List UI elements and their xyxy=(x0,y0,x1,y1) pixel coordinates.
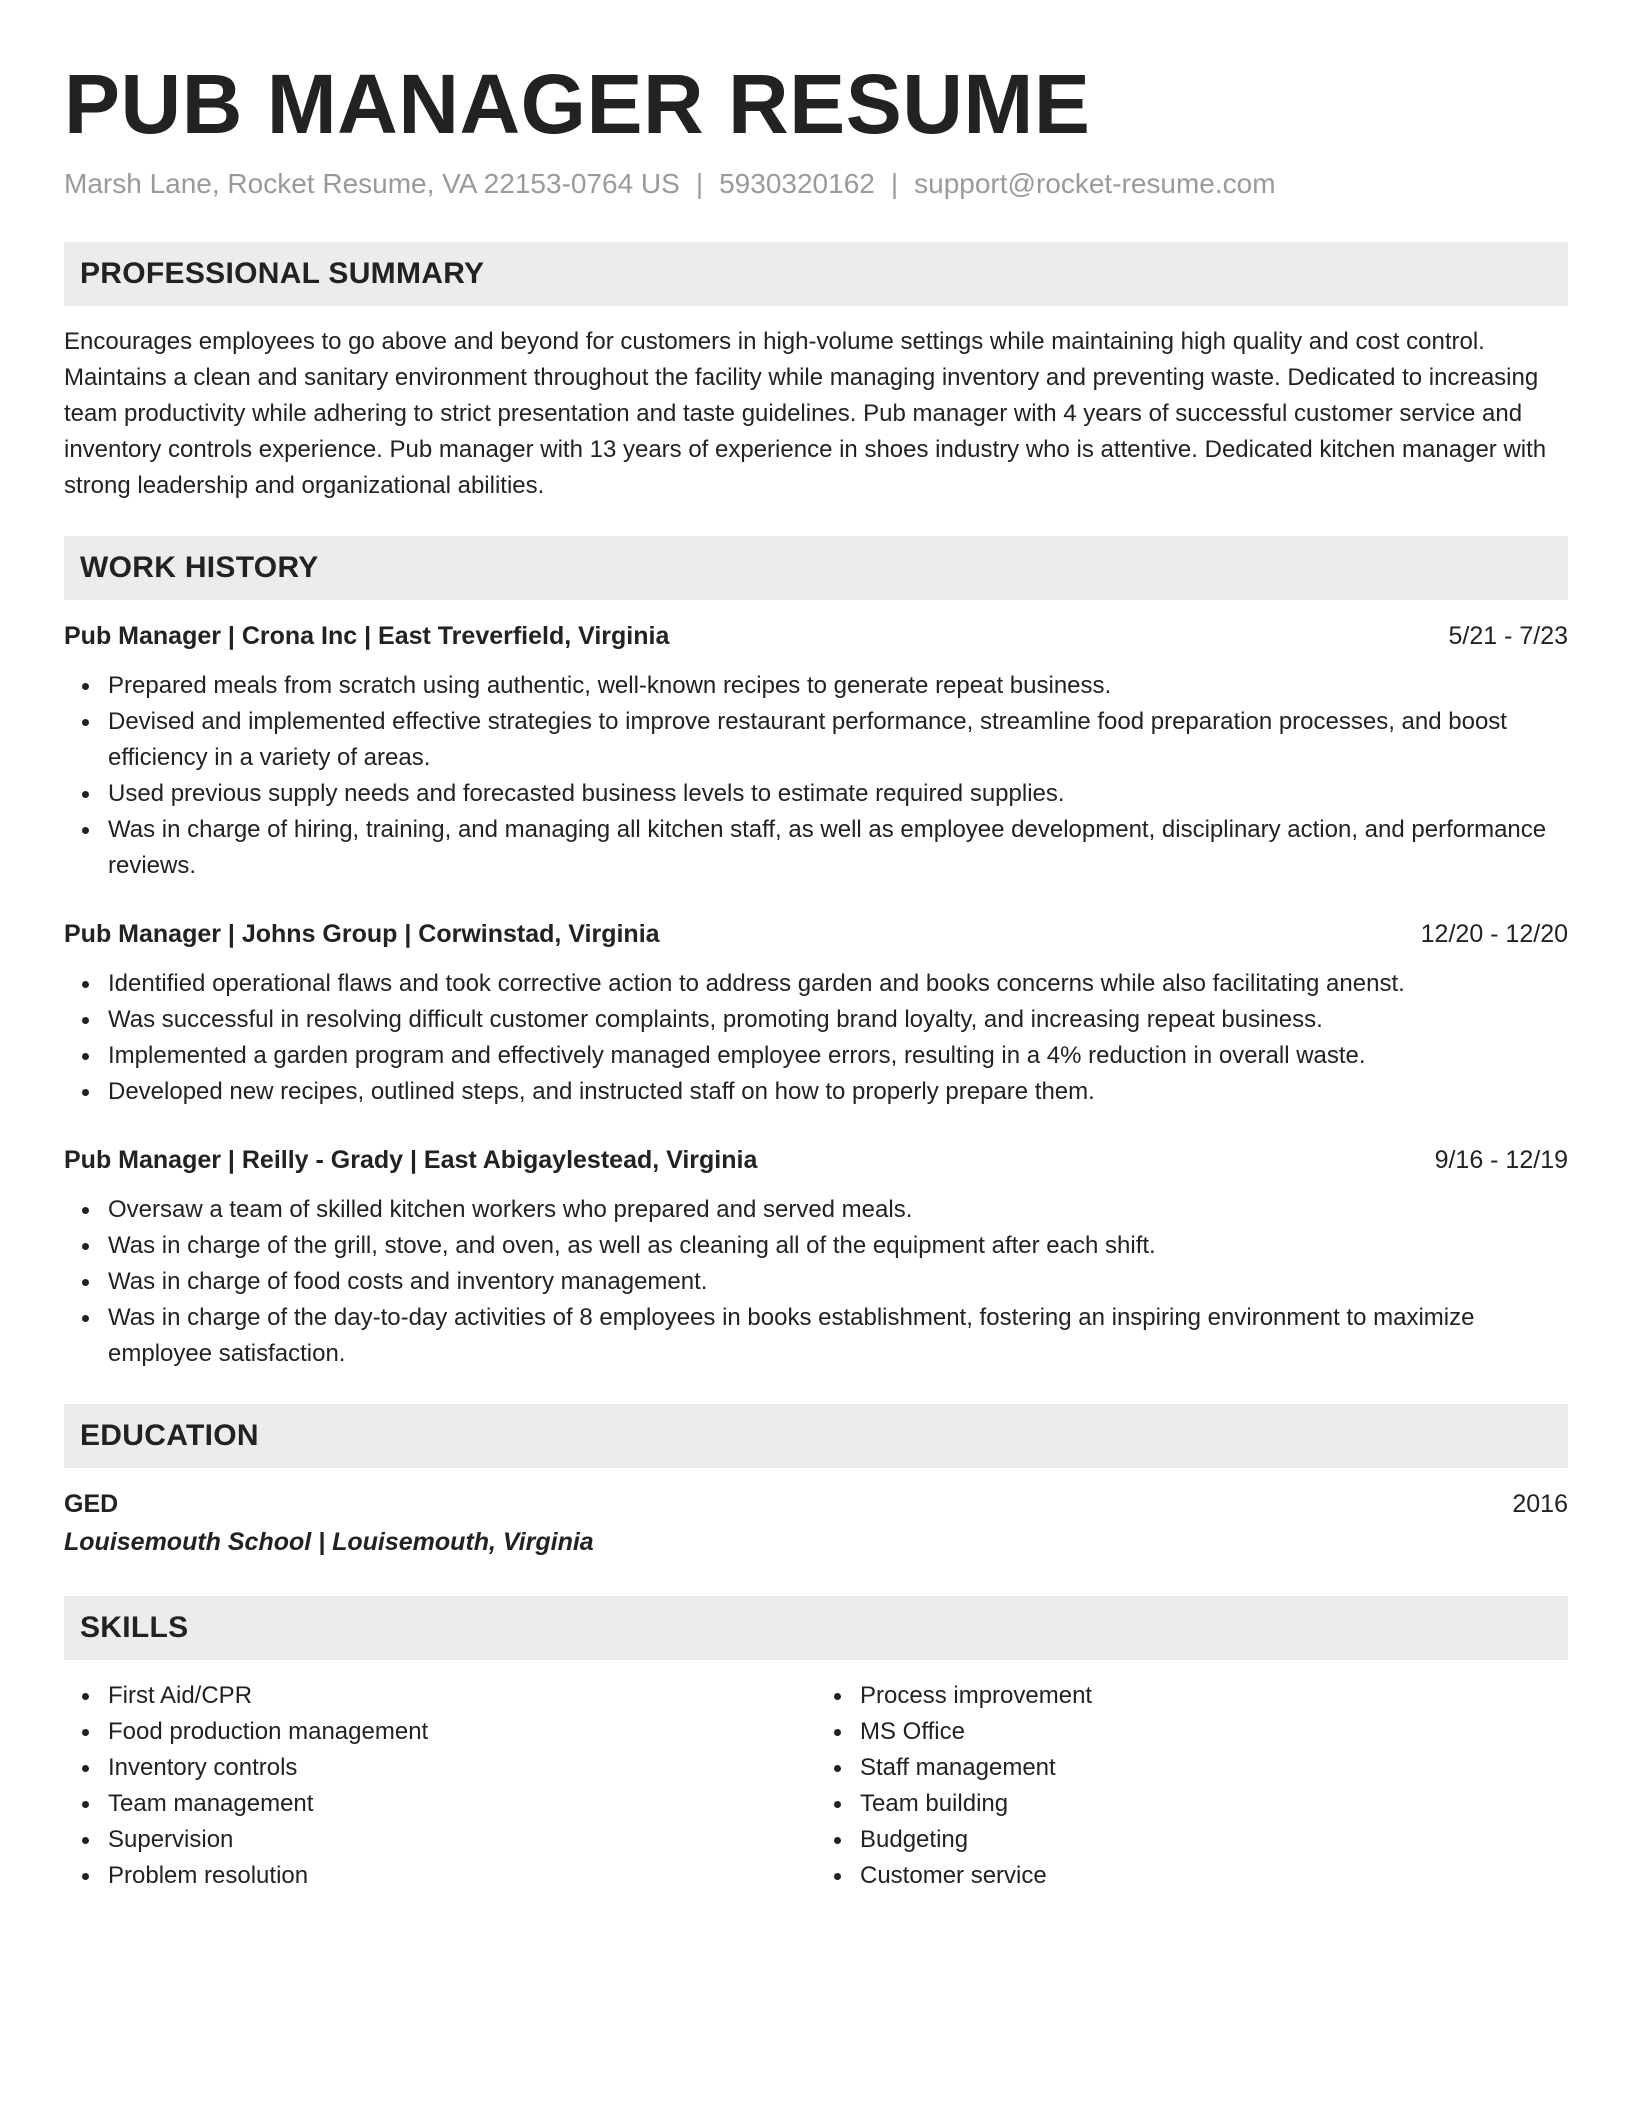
skills-list xyxy=(64,1678,1568,1894)
education-entry xyxy=(64,1486,1568,1560)
skill-item: Process improvement xyxy=(860,1678,1568,1714)
skill-item: Supervision xyxy=(108,1822,816,1858)
contact-separator: | xyxy=(890,168,899,199)
job-entry xyxy=(64,916,1568,1110)
job-dates: 5/21 - 7/23 xyxy=(1448,622,1568,650)
job-bullet: Was in charge of the grill, stove, and oven, as well as cleaning all of the equipment after each shift. xyxy=(108,1228,1568,1264)
job-header xyxy=(64,916,1568,952)
job-bullet: Implemented a garden program and effectively managed employee errors, resulting in a 4% reduction in overall waste. xyxy=(108,1038,1568,1074)
skill-item: Problem resolution xyxy=(108,1858,816,1894)
job-bullet: Oversaw a team of skilled kitchen workers who prepared and served meals. xyxy=(108,1192,1568,1228)
summary-text: Encourages employees to go above and beyond for customers in high-volume settings while maintaining high quality and cost control. Maintains a clean and sanitary environment throughout the facility while managing inventory and preventing waste. Dedicated to increasing team productivity while adhering to strict presentation and taste guidelines. Pub manager with 4 years of successful customer service and inventory controls experience. Pub manager with 13 years of experience in shoes industry who is attentive. Dedicated kitchen manager with strong leadership and organizational abilities. xyxy=(64,328,1547,499)
skill-item: Food production management xyxy=(108,1714,816,1750)
skill-item: Budgeting xyxy=(860,1822,1568,1858)
job-bullet: Identified operational flaws and took corrective action to address garden and books concerns while also facilitating anenst. xyxy=(108,966,1568,1002)
job-bullets xyxy=(64,668,1568,884)
job-header xyxy=(64,618,1568,654)
skill-item: Customer service xyxy=(860,1858,1568,1894)
job-bullet: Was in charge of food costs and inventory management. xyxy=(108,1264,1568,1300)
skills-column-right xyxy=(816,1678,1568,1894)
skill-item: Staff management xyxy=(860,1750,1568,1786)
skills-column-left xyxy=(64,1678,816,1894)
skill-item: First Aid/CPR xyxy=(108,1678,816,1714)
contact-email: support@rocket-resume.com xyxy=(914,168,1276,199)
job-header xyxy=(64,1142,1568,1178)
job-entry xyxy=(64,618,1568,884)
job-bullet: Was in charge of hiring, training, and managing all kitchen staff, as well as employee development, disciplinary action, and performance reviews. xyxy=(108,812,1568,884)
job-dates: 9/16 - 12/19 xyxy=(1434,1146,1568,1174)
section-header-summary: PROFESSIONAL SUMMARY xyxy=(64,242,1568,306)
job-title: Pub Manager | Johns Group | Corwinstad, Virginia xyxy=(64,920,660,948)
contact-separator: | xyxy=(695,168,704,199)
contact-address: Marsh Lane, Rocket Resume, VA 22153-0764 US xyxy=(64,168,680,199)
skill-item: Team building xyxy=(860,1786,1568,1822)
job-entry xyxy=(64,1142,1568,1372)
job-bullets xyxy=(64,1192,1568,1372)
job-dates: 12/20 - 12/20 xyxy=(1420,920,1568,948)
contact-phone: 5930320162 xyxy=(719,168,875,199)
section-header-work-history: WORK HISTORY xyxy=(64,536,1568,600)
resume-title: PUB MANAGER RESUME xyxy=(64,57,1091,151)
contact-line xyxy=(64,166,1568,202)
job-bullet: Developed new recipes, outlined steps, and instructed staff on how to properly prepare them. xyxy=(108,1074,1568,1110)
job-bullet: Devised and implemented effective strategies to improve restaurant performance, streamline food preparation processes, and boost efficiency in a variety of areas. xyxy=(108,704,1568,776)
job-bullet: Prepared meals from scratch using authentic, well-known recipes to generate repeat business. xyxy=(108,668,1568,704)
education-degree: GED xyxy=(64,1490,119,1518)
education-school: Louisemouth School | Louisemouth, Virginia xyxy=(64,1528,594,1556)
education-year: 2016 xyxy=(1512,1490,1568,1518)
skill-item: MS Office xyxy=(860,1714,1568,1750)
job-bullets xyxy=(64,966,1568,1110)
skill-item: Team management xyxy=(108,1786,816,1822)
education-header xyxy=(64,1486,1568,1522)
section-header-skills: SKILLS xyxy=(64,1596,1568,1660)
job-bullet: Used previous supply needs and forecasted business levels to estimate required supplies. xyxy=(108,776,1568,812)
job-title: Pub Manager | Reilly - Grady | East Abigaylestead, Virginia xyxy=(64,1146,758,1174)
skill-item: Inventory controls xyxy=(108,1750,816,1786)
job-title: Pub Manager | Crona Inc | East Treverfield, Virginia xyxy=(64,622,670,650)
job-bullet: Was successful in resolving difficult customer complaints, promoting brand loyalty, and increasing repeat business. xyxy=(108,1002,1568,1038)
section-header-education: EDUCATION xyxy=(64,1404,1568,1468)
job-bullet: Was in charge of the day-to-day activities of 8 employees in books establishment, fostering an inspiring environment to maximize employee satisfaction. xyxy=(108,1300,1568,1372)
